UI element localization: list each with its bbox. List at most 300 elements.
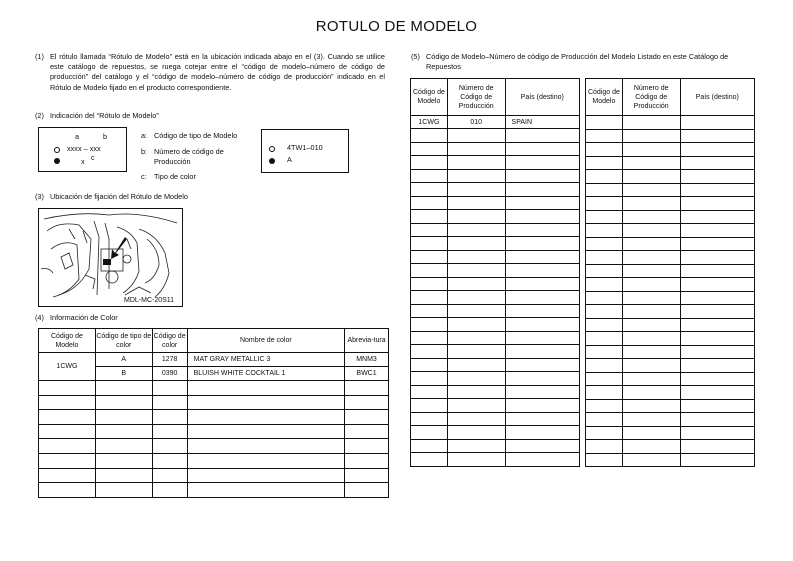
legend-a-key: a: bbox=[141, 131, 148, 140]
section-4-number: (4) bbox=[35, 313, 44, 322]
empty-cell bbox=[447, 156, 505, 170]
empty-cell bbox=[586, 143, 623, 157]
empty-cell bbox=[447, 223, 505, 237]
empty-row bbox=[411, 223, 580, 237]
empty-cell bbox=[680, 453, 754, 467]
empty-cell bbox=[505, 331, 579, 345]
empty-cell bbox=[411, 183, 448, 197]
empty-cell bbox=[586, 291, 623, 305]
empty-row bbox=[586, 318, 755, 332]
empty-cell bbox=[95, 410, 152, 425]
empty-cell bbox=[680, 305, 754, 319]
empty-cell bbox=[586, 345, 623, 359]
empty-cell bbox=[505, 277, 579, 291]
empty-cell bbox=[447, 331, 505, 345]
empty-cell bbox=[447, 183, 505, 197]
empty-row bbox=[411, 399, 580, 413]
empty-cell bbox=[411, 277, 448, 291]
empty-row bbox=[411, 331, 580, 345]
motorcycle-frame-illustration bbox=[39, 209, 182, 306]
empty-cell bbox=[680, 251, 754, 265]
empty-cell bbox=[586, 413, 623, 427]
empty-cell bbox=[680, 372, 754, 386]
empty-row bbox=[39, 453, 389, 468]
empty-cell bbox=[505, 318, 579, 332]
cell-color-code: 1278 bbox=[152, 353, 187, 367]
empty-cell bbox=[345, 381, 389, 396]
section-2-number: (2) bbox=[35, 111, 44, 120]
empty-cell bbox=[447, 426, 505, 440]
empty-cell bbox=[447, 412, 505, 426]
empty-cell bbox=[586, 332, 623, 346]
empty-cell bbox=[586, 453, 623, 467]
empty-cell bbox=[680, 237, 754, 251]
production-code-table-left bbox=[410, 78, 580, 467]
empty-cell bbox=[447, 129, 505, 143]
empty-row bbox=[586, 251, 755, 265]
empty-cell bbox=[447, 264, 505, 278]
empty-cell bbox=[505, 439, 579, 453]
empty-cell bbox=[622, 453, 680, 467]
empty-cell bbox=[680, 399, 754, 413]
empty-cell bbox=[39, 483, 96, 498]
empty-cell bbox=[411, 318, 448, 332]
empty-cell bbox=[622, 264, 680, 278]
empty-cell bbox=[345, 453, 389, 468]
empty-cell bbox=[411, 358, 448, 372]
empty-cell bbox=[345, 439, 389, 454]
cell-abbreviation: BWC1 bbox=[345, 367, 389, 381]
empty-row bbox=[586, 156, 755, 170]
empty-cell bbox=[680, 129, 754, 143]
empty-cell bbox=[39, 424, 96, 439]
empty-cell bbox=[411, 304, 448, 318]
empty-cell bbox=[447, 237, 505, 251]
empty-row bbox=[586, 170, 755, 184]
empty-row bbox=[411, 237, 580, 251]
empty-cell bbox=[622, 345, 680, 359]
section-5-heading: Código de Modelo–Número de código de Producción del Modelo Listado en este Catálogo de Repuestos bbox=[426, 52, 729, 71]
header-abbreviation: Abrevia-tura bbox=[345, 329, 389, 353]
empty-row bbox=[586, 413, 755, 427]
empty-cell bbox=[586, 264, 623, 278]
empty-cell bbox=[345, 468, 389, 483]
empty-cell bbox=[505, 264, 579, 278]
empty-cell bbox=[505, 250, 579, 264]
empty-cell bbox=[622, 170, 680, 184]
empty-row bbox=[586, 440, 755, 454]
empty-cell bbox=[187, 381, 344, 396]
empty-row bbox=[411, 345, 580, 359]
empty-cell bbox=[586, 197, 623, 211]
empty-row bbox=[586, 399, 755, 413]
empty-row bbox=[586, 129, 755, 143]
empty-row bbox=[586, 116, 755, 130]
empty-cell bbox=[680, 440, 754, 454]
empty-cell bbox=[680, 224, 754, 238]
empty-cell bbox=[39, 439, 96, 454]
empty-cell bbox=[680, 332, 754, 346]
empty-cell bbox=[411, 385, 448, 399]
empty-cell bbox=[505, 372, 579, 386]
label-location-figure bbox=[38, 208, 183, 307]
empty-cell bbox=[447, 385, 505, 399]
empty-cell bbox=[411, 345, 448, 359]
empty-cell bbox=[505, 304, 579, 318]
empty-row bbox=[586, 426, 755, 440]
empty-cell bbox=[447, 169, 505, 183]
empty-cell bbox=[505, 412, 579, 426]
empty-cell bbox=[447, 210, 505, 224]
empty-cell bbox=[447, 277, 505, 291]
empty-cell bbox=[622, 359, 680, 373]
empty-cell bbox=[680, 278, 754, 292]
empty-cell bbox=[95, 453, 152, 468]
section-4-heading: Información de Color bbox=[50, 313, 118, 322]
empty-cell bbox=[95, 439, 152, 454]
empty-row bbox=[39, 395, 389, 410]
empty-cell bbox=[622, 291, 680, 305]
empty-cell bbox=[505, 129, 579, 143]
empty-rows bbox=[411, 129, 580, 467]
empty-row bbox=[411, 250, 580, 264]
empty-row bbox=[411, 291, 580, 305]
empty-row bbox=[411, 169, 580, 183]
color-info-table bbox=[38, 328, 389, 498]
empty-cell bbox=[586, 386, 623, 400]
table-row bbox=[411, 116, 580, 129]
empty-cell bbox=[411, 129, 448, 143]
empty-cell bbox=[586, 251, 623, 265]
empty-cell bbox=[680, 413, 754, 427]
empty-cell bbox=[152, 410, 187, 425]
legend-b-key: b: bbox=[141, 147, 148, 156]
header-country: País (destino) bbox=[680, 79, 754, 116]
empty-row bbox=[586, 183, 755, 197]
empty-cell bbox=[152, 424, 187, 439]
empty-cell bbox=[95, 468, 152, 483]
empty-cell bbox=[345, 483, 389, 498]
empty-row bbox=[586, 278, 755, 292]
empty-rows bbox=[586, 116, 755, 467]
empty-cell bbox=[680, 426, 754, 440]
legend-c-text: Tipo de color bbox=[154, 172, 196, 181]
empty-row bbox=[39, 483, 389, 498]
header-color-type-code: Código de tipo de color bbox=[95, 329, 152, 353]
empty-cell bbox=[505, 345, 579, 359]
empty-cell bbox=[586, 237, 623, 251]
empty-cell bbox=[680, 210, 754, 224]
empty-row bbox=[586, 372, 755, 386]
empty-row bbox=[39, 468, 389, 483]
empty-row bbox=[411, 264, 580, 278]
empty-row bbox=[411, 318, 580, 332]
empty-row bbox=[411, 277, 580, 291]
empty-cell bbox=[505, 399, 579, 413]
empty-cell bbox=[411, 264, 448, 278]
cell-model-code: 1CWG bbox=[411, 116, 448, 129]
empty-cell bbox=[187, 410, 344, 425]
section-5-number: (5) bbox=[411, 52, 420, 61]
empty-cell bbox=[447, 372, 505, 386]
empty-cell bbox=[447, 399, 505, 413]
empty-cell bbox=[622, 183, 680, 197]
empty-cell bbox=[411, 250, 448, 264]
empty-cell bbox=[187, 395, 344, 410]
empty-cell bbox=[411, 372, 448, 386]
empty-row bbox=[411, 183, 580, 197]
header-model-code: Código de Modelo bbox=[39, 329, 96, 353]
empty-cell bbox=[411, 439, 448, 453]
empty-cell bbox=[39, 468, 96, 483]
empty-cell bbox=[622, 197, 680, 211]
empty-cell bbox=[622, 143, 680, 157]
empty-cell bbox=[411, 237, 448, 251]
empty-cell bbox=[622, 426, 680, 440]
empty-cell bbox=[447, 250, 505, 264]
empty-row bbox=[586, 210, 755, 224]
empty-cell bbox=[680, 291, 754, 305]
empty-cell bbox=[411, 142, 448, 156]
cell-color-type: B bbox=[95, 367, 152, 381]
label-format-box bbox=[38, 127, 127, 172]
empty-cell bbox=[586, 399, 623, 413]
empty-cell bbox=[680, 386, 754, 400]
empty-cell bbox=[680, 170, 754, 184]
open-circle-icon bbox=[269, 146, 275, 152]
cell-country: SPAIN bbox=[505, 116, 579, 129]
production-code-table-right bbox=[585, 78, 755, 467]
empty-row bbox=[39, 439, 389, 454]
empty-cell bbox=[622, 210, 680, 224]
empty-row bbox=[586, 453, 755, 467]
section-3-number: (3) bbox=[35, 192, 44, 201]
empty-row bbox=[411, 358, 580, 372]
table-header-row bbox=[586, 79, 755, 116]
legend-a-text: Código de tipo de Modelo bbox=[154, 131, 238, 140]
cell-abbreviation: MNM3 bbox=[345, 353, 389, 367]
header-country: País (destino) bbox=[505, 79, 579, 116]
empty-row bbox=[586, 291, 755, 305]
empty-cell bbox=[95, 424, 152, 439]
empty-cell bbox=[505, 210, 579, 224]
empty-cell bbox=[411, 399, 448, 413]
empty-cell bbox=[586, 426, 623, 440]
empty-row bbox=[411, 210, 580, 224]
empty-row bbox=[586, 386, 755, 400]
empty-cell bbox=[622, 251, 680, 265]
example-code: 4TW1–010 bbox=[287, 143, 323, 152]
section-1-number: (1) bbox=[35, 52, 44, 61]
empty-cell bbox=[505, 291, 579, 305]
empty-cell bbox=[680, 156, 754, 170]
empty-row bbox=[39, 381, 389, 396]
empty-cell bbox=[680, 183, 754, 197]
empty-cell bbox=[152, 453, 187, 468]
empty-cell bbox=[586, 129, 623, 143]
empty-cell bbox=[345, 424, 389, 439]
figure-reference-label: MDL-MC-20S11 bbox=[124, 297, 175, 304]
empty-cell bbox=[622, 386, 680, 400]
label-b: b bbox=[103, 132, 108, 141]
empty-cell bbox=[622, 129, 680, 143]
example-color: A bbox=[287, 155, 292, 164]
empty-cell bbox=[95, 381, 152, 396]
empty-cell bbox=[447, 196, 505, 210]
filled-circle-icon bbox=[269, 158, 275, 164]
empty-row bbox=[586, 332, 755, 346]
empty-row bbox=[39, 424, 389, 439]
empty-row bbox=[411, 304, 580, 318]
empty-cell bbox=[187, 483, 344, 498]
empty-row bbox=[411, 129, 580, 143]
empty-cell bbox=[187, 468, 344, 483]
cell-production-number: 010 bbox=[447, 116, 505, 129]
empty-cell bbox=[680, 318, 754, 332]
empty-row bbox=[411, 142, 580, 156]
table-header-row bbox=[411, 79, 580, 116]
empty-row bbox=[411, 372, 580, 386]
empty-row bbox=[411, 412, 580, 426]
empty-cell bbox=[680, 264, 754, 278]
empty-cell bbox=[95, 483, 152, 498]
empty-cell bbox=[505, 358, 579, 372]
empty-cell bbox=[447, 439, 505, 453]
empty-cell bbox=[447, 358, 505, 372]
empty-cell bbox=[447, 142, 505, 156]
empty-cell bbox=[411, 169, 448, 183]
empty-row bbox=[411, 156, 580, 170]
table-row bbox=[39, 353, 389, 367]
empty-row bbox=[586, 359, 755, 373]
empty-row bbox=[586, 237, 755, 251]
empty-cell bbox=[622, 332, 680, 346]
empty-cell bbox=[447, 318, 505, 332]
open-circle-icon bbox=[54, 147, 60, 153]
section-1-text: El rótulo llamada “Rótulo de Modelo” está en la ubicación indicada abajo en el (3). Cuando se utilice este catálogo de repuestos, se ruega cotejar entre el “código de modelo–número de código de producción” del catálogo y el “código de modelo–número de código de producción” indicado en el Rótulo de Modelo fijado en el producto correspondiente. bbox=[50, 52, 385, 92]
empty-cell bbox=[622, 116, 680, 130]
empty-cell bbox=[680, 116, 754, 130]
empty-cell bbox=[187, 439, 344, 454]
empty-row bbox=[586, 305, 755, 319]
empty-cell bbox=[95, 395, 152, 410]
empty-row bbox=[39, 410, 389, 425]
empty-cell bbox=[586, 318, 623, 332]
section-2-heading: Indicación del “Rótulo de Modelo” bbox=[50, 111, 159, 120]
empty-cell bbox=[622, 318, 680, 332]
empty-cell bbox=[39, 381, 96, 396]
header-model-code: Código de Modelo bbox=[411, 79, 448, 116]
empty-cell bbox=[586, 372, 623, 386]
empty-cell bbox=[622, 399, 680, 413]
empty-cell bbox=[680, 197, 754, 211]
header-production-number: Número de Código de Producción bbox=[622, 79, 680, 116]
empty-cell bbox=[411, 412, 448, 426]
empty-cell bbox=[411, 331, 448, 345]
empty-cell bbox=[505, 142, 579, 156]
empty-row bbox=[411, 385, 580, 399]
section-3-heading: Ubicación de fijación del Rótulo de Modelo bbox=[50, 192, 188, 201]
cell-color-name: MAT GRAY METALLIC 3 bbox=[187, 353, 344, 367]
empty-cell bbox=[152, 395, 187, 410]
cell-color-type: A bbox=[95, 353, 152, 367]
empty-cell bbox=[411, 291, 448, 305]
empty-cell bbox=[680, 143, 754, 157]
empty-row bbox=[586, 345, 755, 359]
empty-cell bbox=[505, 237, 579, 251]
empty-row bbox=[411, 453, 580, 467]
empty-cell bbox=[505, 223, 579, 237]
empty-cell bbox=[622, 413, 680, 427]
empty-cell bbox=[505, 196, 579, 210]
empty-row bbox=[411, 426, 580, 440]
empty-cell bbox=[680, 359, 754, 373]
label-a: a bbox=[75, 132, 80, 141]
label-c: c bbox=[91, 153, 95, 162]
empty-cell bbox=[152, 468, 187, 483]
empty-cell bbox=[152, 483, 187, 498]
empty-cell bbox=[505, 426, 579, 440]
empty-cell bbox=[447, 291, 505, 305]
header-production-number: Número de Código de Producción bbox=[447, 79, 505, 116]
empty-cell bbox=[586, 440, 623, 454]
page-title: ROTULO DE MODELO bbox=[315, 18, 478, 35]
empty-cell bbox=[447, 304, 505, 318]
empty-cell bbox=[622, 305, 680, 319]
empty-cell bbox=[411, 223, 448, 237]
empty-cell bbox=[505, 385, 579, 399]
empty-cell bbox=[152, 381, 187, 396]
empty-cell bbox=[586, 210, 623, 224]
empty-cell bbox=[411, 210, 448, 224]
empty-cell bbox=[187, 453, 344, 468]
empty-cell bbox=[622, 224, 680, 238]
empty-cell bbox=[586, 170, 623, 184]
empty-cell bbox=[345, 410, 389, 425]
empty-cell bbox=[505, 453, 579, 467]
label-x: x bbox=[81, 157, 85, 166]
empty-cell bbox=[586, 156, 623, 170]
empty-cell bbox=[622, 440, 680, 454]
empty-cell bbox=[39, 395, 96, 410]
legend-c-key: c: bbox=[141, 172, 147, 181]
empty-cell bbox=[152, 439, 187, 454]
empty-cell bbox=[586, 224, 623, 238]
empty-row bbox=[586, 224, 755, 238]
empty-cell bbox=[680, 345, 754, 359]
empty-row bbox=[586, 143, 755, 157]
label-code-format: xxxx – xxx bbox=[67, 144, 101, 153]
empty-cell bbox=[447, 345, 505, 359]
cell-model-code: 1CWG bbox=[39, 353, 96, 381]
empty-cell bbox=[622, 372, 680, 386]
empty-cell bbox=[586, 278, 623, 292]
empty-cell bbox=[586, 359, 623, 373]
table-header-row bbox=[39, 329, 389, 353]
empty-cell bbox=[187, 424, 344, 439]
empty-cell bbox=[345, 395, 389, 410]
empty-cell bbox=[505, 156, 579, 170]
empty-cell bbox=[622, 237, 680, 251]
header-model-code: Código de Modelo bbox=[586, 79, 623, 116]
cell-color-code: 0390 bbox=[152, 367, 187, 381]
empty-cell bbox=[411, 426, 448, 440]
empty-cell bbox=[622, 156, 680, 170]
empty-cell bbox=[447, 453, 505, 467]
empty-row bbox=[586, 264, 755, 278]
header-color-code: Código de color bbox=[152, 329, 187, 353]
empty-rows bbox=[39, 381, 389, 498]
